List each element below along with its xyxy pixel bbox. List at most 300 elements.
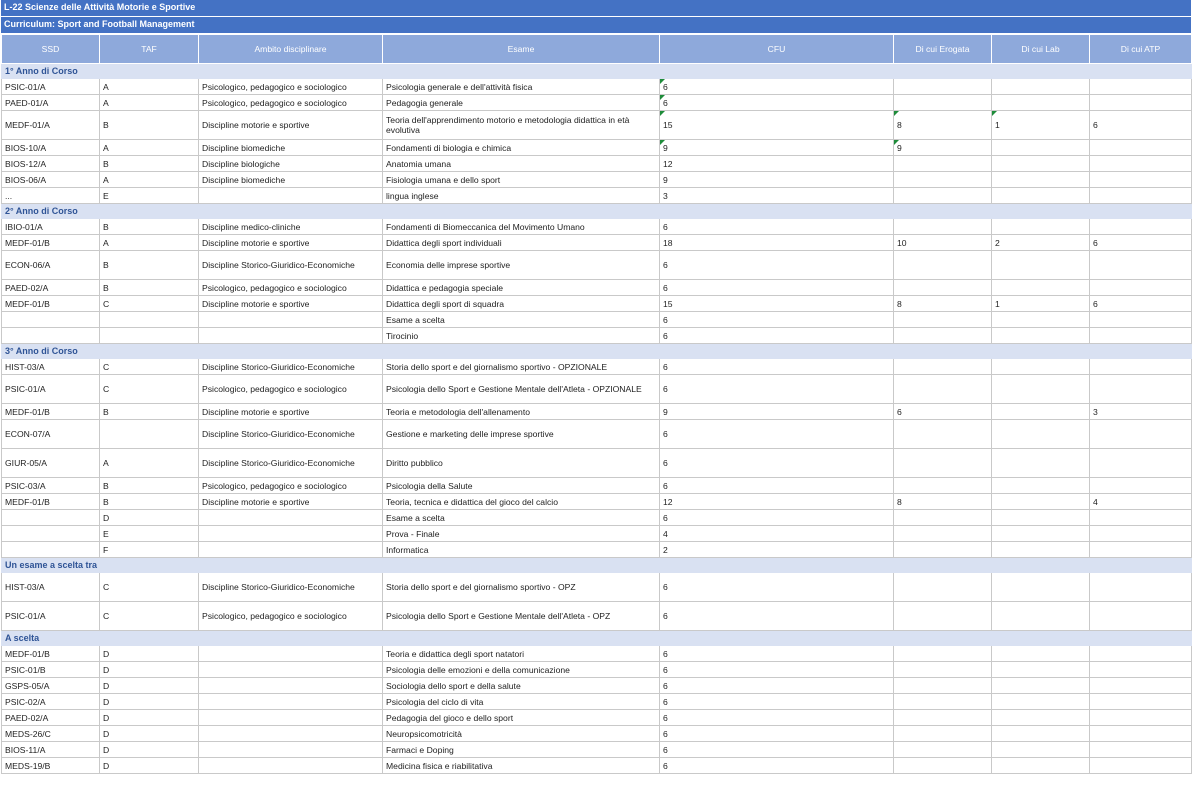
cell-atp[interactable] xyxy=(1090,172,1192,188)
cell-cfu[interactable]: 12 xyxy=(660,156,894,172)
section-label[interactable]: 3° Anno di Corso xyxy=(2,344,1192,359)
cell-cfu[interactable]: 6 xyxy=(660,678,894,694)
cell-lab[interactable] xyxy=(992,280,1090,296)
cell-ambito[interactable] xyxy=(199,710,383,726)
cell-ambito[interactable]: Discipline motorie e sportive xyxy=(199,111,383,140)
cell-erogata[interactable]: 8 xyxy=(894,111,992,140)
cell-ssd[interactable] xyxy=(2,312,100,328)
cell-lab[interactable] xyxy=(992,602,1090,631)
cell-erogata[interactable] xyxy=(894,542,992,558)
cell-taf[interactable]: A xyxy=(100,449,199,478)
table-row xyxy=(2,359,1192,375)
cell-lab[interactable] xyxy=(992,526,1090,542)
cell-ssd[interactable]: PSIC-01/A xyxy=(2,602,100,631)
cell-atp[interactable] xyxy=(1090,678,1192,694)
cell-ssd[interactable]: PAED-02/A xyxy=(2,280,100,296)
cell-erogata[interactable] xyxy=(894,79,992,95)
cell-erogata[interactable] xyxy=(894,758,992,774)
cell-lab[interactable] xyxy=(992,646,1090,662)
cell-ambito[interactable]: Discipline Storico-Giuridico-Economiche xyxy=(199,251,383,280)
cell-esame[interactable]: Didattica degli sport individuali xyxy=(383,235,660,251)
cell-erogata[interactable] xyxy=(894,742,992,758)
cell-lab[interactable] xyxy=(992,188,1090,204)
cell-ssd[interactable]: GIUR-05/A xyxy=(2,449,100,478)
cell-erogata[interactable] xyxy=(894,280,992,296)
cell-esame[interactable]: Gestione e marketing delle imprese sportive xyxy=(383,420,660,449)
cell-ssd[interactable]: PSIC-03/A xyxy=(2,478,100,494)
cell-esame[interactable]: Psicologia della Salute xyxy=(383,478,660,494)
sheet-subtitle[interactable]: Curriculum: Sport and Football Management xyxy=(1,17,1191,34)
cell-erogata[interactable] xyxy=(894,219,992,235)
cell-atp[interactable] xyxy=(1090,662,1192,678)
cell-esame[interactable]: Psicologia dello Sport e Gestione Mentale dell'Atleta - OPZIONALE xyxy=(383,375,660,404)
cell-taf[interactable]: B xyxy=(100,219,199,235)
cell-cfu[interactable]: 9 xyxy=(660,140,894,156)
cell-atp[interactable]: 6 xyxy=(1090,296,1192,312)
curriculum-table xyxy=(1,34,1192,774)
cell-ssd[interactable]: HIST-03/A xyxy=(2,573,100,602)
cell-atp[interactable] xyxy=(1090,79,1192,95)
cell-erogata[interactable] xyxy=(894,678,992,694)
cell-cfu[interactable]: 6 xyxy=(660,312,894,328)
cell-cfu[interactable]: 6 xyxy=(660,694,894,710)
cell-ambito[interactable]: Discipline motorie e sportive xyxy=(199,235,383,251)
cell-esame[interactable]: Psicologia generale e dell'attività fisica xyxy=(383,79,660,95)
header-erogata[interactable]: Di cui Erogata xyxy=(894,35,992,64)
cell-atp[interactable] xyxy=(1090,449,1192,478)
cell-cfu[interactable]: 6 xyxy=(660,742,894,758)
cell-taf[interactable]: E xyxy=(100,526,199,542)
cell-cfu[interactable]: 9 xyxy=(660,172,894,188)
cell-ssd[interactable]: BIOS-11/A xyxy=(2,742,100,758)
cell-cfu[interactable]: 6 xyxy=(660,726,894,742)
cell-erogata[interactable] xyxy=(894,359,992,375)
cell-lab[interactable] xyxy=(992,758,1090,774)
cell-esame[interactable]: Sociologia dello sport e della salute xyxy=(383,678,660,694)
cell-cfu[interactable]: 15 xyxy=(660,111,894,140)
cell-ssd[interactable]: BIOS-12/A xyxy=(2,156,100,172)
cell-ambito[interactable]: Psicologico, pedagogico e sociologico xyxy=(199,478,383,494)
cell-erogata[interactable] xyxy=(894,312,992,328)
cell-cfu[interactable]: 6 xyxy=(660,420,894,449)
cell-esame[interactable]: Prova - Finale xyxy=(383,526,660,542)
header-esame[interactable]: Esame xyxy=(383,35,660,64)
cell-erogata[interactable] xyxy=(894,172,992,188)
cell-erogata[interactable] xyxy=(894,510,992,526)
cell-cfu[interactable]: 15 xyxy=(660,296,894,312)
section-header-row xyxy=(2,558,1192,573)
cell-cfu[interactable]: 6 xyxy=(660,280,894,296)
cell-lab[interactable] xyxy=(992,678,1090,694)
cell-esame[interactable]: Teoria, tecnica e didattica del gioco del calcio xyxy=(383,494,660,510)
cell-ambito[interactable] xyxy=(199,646,383,662)
table-row xyxy=(2,542,1192,558)
cell-esame[interactable]: Medicina fisica e riabilitativa xyxy=(383,758,660,774)
cell-ssd[interactable]: PSIC-01/A xyxy=(2,79,100,95)
cell-ssd[interactable]: GSPS-05/A xyxy=(2,678,100,694)
cell-ssd[interactable] xyxy=(2,510,100,526)
cell-lab[interactable] xyxy=(992,79,1090,95)
cell-cfu[interactable]: 6 xyxy=(660,251,894,280)
cell-cfu[interactable]: 6 xyxy=(660,95,894,111)
cell-taf[interactable]: F xyxy=(100,542,199,558)
cell-taf[interactable]: B xyxy=(100,156,199,172)
cell-erogata[interactable] xyxy=(894,188,992,204)
cell-taf[interactable]: C xyxy=(100,375,199,404)
cell-atp[interactable]: 3 xyxy=(1090,404,1192,420)
cell-atp[interactable] xyxy=(1090,219,1192,235)
cell-lab[interactable] xyxy=(992,140,1090,156)
section-label[interactable]: Un esame a scelta tra xyxy=(2,558,1192,573)
cell-erogata[interactable]: 8 xyxy=(894,296,992,312)
cell-ambito[interactable]: Discipline biomediche xyxy=(199,140,383,156)
cell-lab[interactable] xyxy=(992,219,1090,235)
cell-cfu[interactable]: 6 xyxy=(660,602,894,631)
cell-taf[interactable]: D xyxy=(100,510,199,526)
cell-lab[interactable] xyxy=(992,420,1090,449)
cell-cfu[interactable]: 6 xyxy=(660,79,894,95)
cell-lab[interactable] xyxy=(992,359,1090,375)
cell-lab[interactable] xyxy=(992,251,1090,280)
cell-ssd[interactable]: PAED-01/A xyxy=(2,95,100,111)
cell-erogata[interactable] xyxy=(894,694,992,710)
cell-esame[interactable]: Esame a scelta xyxy=(383,312,660,328)
cell-esame[interactable]: Diritto pubblico xyxy=(383,449,660,478)
cell-lab[interactable] xyxy=(992,510,1090,526)
cell-taf[interactable]: C xyxy=(100,602,199,631)
cell-esame[interactable]: Pedagogia generale xyxy=(383,95,660,111)
cell-ambito[interactable] xyxy=(199,328,383,344)
cell-lab[interactable] xyxy=(992,726,1090,742)
header-ssd[interactable]: SSD xyxy=(2,35,100,64)
cell-lab[interactable] xyxy=(992,172,1090,188)
cell-ssd[interactable]: MEDS-19/B xyxy=(2,758,100,774)
cell-erogata[interactable] xyxy=(894,646,992,662)
cell-erogata[interactable] xyxy=(894,602,992,631)
cell-lab[interactable] xyxy=(992,742,1090,758)
cell-esame[interactable]: Fondamenti di Biomeccanica del Movimento Umano xyxy=(383,219,660,235)
header-cfu[interactable]: CFU xyxy=(660,35,894,64)
cell-ambito[interactable] xyxy=(199,726,383,742)
cell-taf[interactable]: A xyxy=(100,235,199,251)
cell-atp[interactable] xyxy=(1090,694,1192,710)
cell-ambito[interactable]: Discipline biomediche xyxy=(199,172,383,188)
cell-ambito[interactable]: Discipline Storico-Giuridico-Economiche xyxy=(199,573,383,602)
cell-ambito[interactable]: Discipline motorie e sportive xyxy=(199,296,383,312)
cell-cfu[interactable]: 3 xyxy=(660,188,894,204)
cell-cfu[interactable]: 6 xyxy=(660,710,894,726)
header-lab[interactable]: Di cui Lab xyxy=(992,35,1090,64)
cell-esame[interactable]: Teoria dell'apprendimento motorio e metodologia didattica in età evolutiva xyxy=(383,111,660,140)
cell-cfu[interactable]: 6 xyxy=(660,359,894,375)
cell-taf[interactable]: D xyxy=(100,678,199,694)
cell-atp[interactable] xyxy=(1090,758,1192,774)
cell-lab[interactable]: 1 xyxy=(992,296,1090,312)
cell-esame[interactable]: Farmaci e Doping xyxy=(383,742,660,758)
cell-esame[interactable]: Teoria e metodologia dell'allenamento xyxy=(383,404,660,420)
cell-erogata[interactable] xyxy=(894,710,992,726)
cell-atp[interactable] xyxy=(1090,742,1192,758)
table-row xyxy=(2,404,1192,420)
cell-atp[interactable] xyxy=(1090,646,1192,662)
cell-atp[interactable] xyxy=(1090,188,1192,204)
cell-ssd[interactable] xyxy=(2,328,100,344)
cell-atp[interactable] xyxy=(1090,710,1192,726)
cell-erogata[interactable] xyxy=(894,478,992,494)
cell-erogata[interactable] xyxy=(894,156,992,172)
cell-esame[interactable]: Tirocinio xyxy=(383,328,660,344)
cell-taf[interactable]: D xyxy=(100,726,199,742)
cell-cfu[interactable]: 6 xyxy=(660,375,894,404)
cell-cfu[interactable]: 6 xyxy=(660,662,894,678)
cell-atp[interactable]: 6 xyxy=(1090,111,1192,140)
cell-cfu[interactable]: 6 xyxy=(660,758,894,774)
cell-erogata[interactable] xyxy=(894,95,992,111)
cell-atp[interactable] xyxy=(1090,251,1192,280)
cell-taf[interactable]: B xyxy=(100,494,199,510)
cell-cfu[interactable]: 6 xyxy=(660,478,894,494)
cell-ambito[interactable] xyxy=(199,510,383,526)
cell-ssd[interactable]: PAED-02/A xyxy=(2,710,100,726)
cell-lab[interactable] xyxy=(992,694,1090,710)
cell-atp[interactable] xyxy=(1090,478,1192,494)
cell-erogata[interactable] xyxy=(894,420,992,449)
cell-atp[interactable]: 4 xyxy=(1090,494,1192,510)
cell-ssd[interactable]: MEDF-01/A xyxy=(2,111,100,140)
cell-atp[interactable] xyxy=(1090,375,1192,404)
cell-ambito[interactable]: Discipline motorie e sportive xyxy=(199,404,383,420)
cell-esame[interactable]: Fondamenti di biologia e chimica xyxy=(383,140,660,156)
cell-atp[interactable] xyxy=(1090,602,1192,631)
cell-ambito[interactable]: Discipline Storico-Giuridico-Economiche xyxy=(199,420,383,449)
cell-atp[interactable] xyxy=(1090,95,1192,111)
cell-erogata[interactable]: 9 xyxy=(894,140,992,156)
cell-cfu[interactable]: 2 xyxy=(660,542,894,558)
cell-lab[interactable] xyxy=(992,710,1090,726)
cell-erogata[interactable]: 8 xyxy=(894,494,992,510)
cell-ssd[interactable]: PSIC-02/A xyxy=(2,694,100,710)
cell-erogata[interactable] xyxy=(894,251,992,280)
cell-erogata[interactable] xyxy=(894,449,992,478)
cell-ssd[interactable]: IBIO-01/A xyxy=(2,219,100,235)
cell-ambito[interactable] xyxy=(199,742,383,758)
cell-ssd[interactable]: MEDS-26/C xyxy=(2,726,100,742)
cell-esame[interactable]: Pedagogia del gioco e dello sport xyxy=(383,710,660,726)
cell-cfu[interactable]: 6 xyxy=(660,449,894,478)
cell-taf[interactable]: E xyxy=(100,188,199,204)
table-row xyxy=(2,140,1192,156)
cell-taf[interactable]: B xyxy=(100,280,199,296)
cell-ssd[interactable] xyxy=(2,526,100,542)
cell-ambito[interactable]: Psicologico, pedagogico e sociologico xyxy=(199,79,383,95)
cell-ssd[interactable]: BIOS-06/A xyxy=(2,172,100,188)
cell-ssd[interactable]: PSIC-01/A xyxy=(2,375,100,404)
cell-esame[interactable]: Storia dello sport e del giornalismo sportivo - OPZIONALE xyxy=(383,359,660,375)
cell-taf[interactable]: D xyxy=(100,646,199,662)
cell-ssd[interactable]: HIST-03/A xyxy=(2,359,100,375)
cell-ambito[interactable]: Discipline biologiche xyxy=(199,156,383,172)
cell-taf[interactable]: B xyxy=(100,404,199,420)
cell-lab[interactable] xyxy=(992,542,1090,558)
cell-taf[interactable]: C xyxy=(100,296,199,312)
cell-cfu[interactable]: 4 xyxy=(660,526,894,542)
cell-esame[interactable]: Anatomia umana xyxy=(383,156,660,172)
cell-cfu[interactable]: 6 xyxy=(660,328,894,344)
cell-taf[interactable]: B xyxy=(100,251,199,280)
cell-esame[interactable]: Didattica e pedagogia speciale xyxy=(383,280,660,296)
table-row xyxy=(2,188,1192,204)
cell-ssd[interactable]: MEDF-01/B xyxy=(2,404,100,420)
cell-esame[interactable]: Psicologia del ciclo di vita xyxy=(383,694,660,710)
cell-atp[interactable] xyxy=(1090,140,1192,156)
table-row xyxy=(2,280,1192,296)
cell-atp[interactable] xyxy=(1090,726,1192,742)
table-row xyxy=(2,678,1192,694)
cell-ssd[interactable]: ECON-06/A xyxy=(2,251,100,280)
cell-erogata[interactable] xyxy=(894,573,992,602)
cell-ambito[interactable]: Psicologico, pedagogico e sociologico xyxy=(199,95,383,111)
cell-erogata[interactable]: 10 xyxy=(894,235,992,251)
cell-ssd[interactable]: MEDF-01/B xyxy=(2,494,100,510)
cell-lab[interactable] xyxy=(992,312,1090,328)
table-row xyxy=(2,510,1192,526)
table-row xyxy=(2,573,1192,602)
cell-taf[interactable]: D xyxy=(100,742,199,758)
cell-esame[interactable]: Neuropsicomotricità xyxy=(383,726,660,742)
cell-esame[interactable]: Fisiologia umana e dello sport xyxy=(383,172,660,188)
cell-ssd[interactable]: ... xyxy=(2,188,100,204)
cell-lab[interactable] xyxy=(992,662,1090,678)
header-ambito[interactable]: Ambito disciplinare xyxy=(199,35,383,64)
cell-ambito[interactable] xyxy=(199,678,383,694)
cell-cfu[interactable]: 9 xyxy=(660,404,894,420)
cell-lab[interactable] xyxy=(992,156,1090,172)
cell-ambito[interactable]: Discipline Storico-Giuridico-Economiche xyxy=(199,449,383,478)
cell-esame[interactable]: lingua inglese xyxy=(383,188,660,204)
cell-ssd[interactable]: MEDF-01/B xyxy=(2,296,100,312)
sheet-title[interactable]: L-22 Scienze delle Attività Motorie e Sportive xyxy=(1,0,1191,17)
cell-taf[interactable] xyxy=(100,328,199,344)
cell-ssd[interactable] xyxy=(2,542,100,558)
cell-taf[interactable]: A xyxy=(100,79,199,95)
cell-lab[interactable] xyxy=(992,494,1090,510)
cell-cfu[interactable]: 18 xyxy=(660,235,894,251)
cell-cfu[interactable]: 6 xyxy=(660,646,894,662)
cell-ambito[interactable]: Psicologico, pedagogico e sociologico xyxy=(199,602,383,631)
cell-ambito[interactable] xyxy=(199,312,383,328)
cell-taf[interactable]: A xyxy=(100,172,199,188)
cell-ambito[interactable] xyxy=(199,526,383,542)
cell-ambito[interactable]: Psicologico, pedagogico e sociologico xyxy=(199,280,383,296)
cell-erogata[interactable] xyxy=(894,726,992,742)
cell-lab[interactable]: 2 xyxy=(992,235,1090,251)
cell-taf[interactable]: B xyxy=(100,111,199,140)
cell-atp[interactable] xyxy=(1090,156,1192,172)
cell-taf[interactable] xyxy=(100,312,199,328)
cell-erogata[interactable] xyxy=(894,662,992,678)
table-row xyxy=(2,742,1192,758)
cell-taf[interactable]: B xyxy=(100,478,199,494)
cell-atp[interactable] xyxy=(1090,280,1192,296)
header-taf[interactable]: TAF xyxy=(100,35,199,64)
cell-atp[interactable]: 6 xyxy=(1090,235,1192,251)
cell-ssd[interactable]: ECON-07/A xyxy=(2,420,100,449)
cell-taf[interactable]: A xyxy=(100,95,199,111)
cell-cfu[interactable]: 6 xyxy=(660,573,894,602)
cell-ambito[interactable] xyxy=(199,694,383,710)
cell-esame[interactable]: Psicologia dello Sport e Gestione Mentale dell'Atleta - OPZ xyxy=(383,602,660,631)
cell-erogata[interactable] xyxy=(894,526,992,542)
cell-lab[interactable] xyxy=(992,375,1090,404)
cell-erogata[interactable] xyxy=(894,328,992,344)
table-row xyxy=(2,111,1192,140)
cell-ambito[interactable] xyxy=(199,758,383,774)
cell-ssd[interactable]: MEDF-01/B xyxy=(2,646,100,662)
cell-atp[interactable] xyxy=(1090,328,1192,344)
cell-lab[interactable] xyxy=(992,573,1090,602)
cell-ssd[interactable]: MEDF-01/B xyxy=(2,235,100,251)
cell-atp[interactable] xyxy=(1090,573,1192,602)
cell-esame[interactable]: Storia dello sport e del giornalismo sportivo - OPZ xyxy=(383,573,660,602)
section-label[interactable]: 1° Anno di Corso xyxy=(2,64,1192,79)
cell-esame[interactable]: Didattica degli sport di squadra xyxy=(383,296,660,312)
cell-ambito[interactable] xyxy=(199,542,383,558)
cell-lab[interactable] xyxy=(992,328,1090,344)
cell-ssd[interactable]: BIOS-10/A xyxy=(2,140,100,156)
section-label[interactable]: 2° Anno di Corso xyxy=(2,204,1192,219)
cell-taf[interactable]: D xyxy=(100,710,199,726)
cell-atp[interactable] xyxy=(1090,510,1192,526)
cell-esame[interactable]: Esame a scelta xyxy=(383,510,660,526)
cell-taf[interactable]: A xyxy=(100,140,199,156)
cell-lab[interactable]: 1 xyxy=(992,111,1090,140)
cell-esame[interactable]: Psicologia delle emozioni e della comunicazione xyxy=(383,662,660,678)
cell-cfu[interactable]: 6 xyxy=(660,510,894,526)
cell-esame[interactable]: Teoria e didattica degli sport natatori xyxy=(383,646,660,662)
section-label[interactable]: A scelta xyxy=(2,631,1192,646)
cell-ambito[interactable]: Discipline Storico-Giuridico-Economiche xyxy=(199,359,383,375)
cell-atp[interactable] xyxy=(1090,542,1192,558)
cell-taf[interactable]: D xyxy=(100,662,199,678)
cell-lab[interactable] xyxy=(992,478,1090,494)
cell-ssd[interactable]: PSIC-01/B xyxy=(2,662,100,678)
cell-ambito[interactable]: Psicologico, pedagogico e sociologico xyxy=(199,375,383,404)
cell-atp[interactable] xyxy=(1090,312,1192,328)
cell-taf[interactable]: D xyxy=(100,758,199,774)
cell-erogata[interactable]: 6 xyxy=(894,404,992,420)
header-atp[interactable]: Di cui ATP xyxy=(1090,35,1192,64)
cell-lab[interactable] xyxy=(992,404,1090,420)
cell-ambito[interactable]: Discipline motorie e sportive xyxy=(199,494,383,510)
cell-ambito[interactable] xyxy=(199,662,383,678)
cell-lab[interactable] xyxy=(992,95,1090,111)
cell-esame[interactable]: Economia delle imprese sportive xyxy=(383,251,660,280)
cell-cfu[interactable]: 6 xyxy=(660,219,894,235)
cell-atp[interactable] xyxy=(1090,526,1192,542)
cell-taf[interactable]: D xyxy=(100,694,199,710)
cell-cfu[interactable]: 12 xyxy=(660,494,894,510)
cell-ambito[interactable]: Discipline medico-cliniche xyxy=(199,219,383,235)
cell-taf[interactable] xyxy=(100,420,199,449)
cell-taf[interactable]: C xyxy=(100,573,199,602)
cell-ambito[interactable] xyxy=(199,188,383,204)
cell-erogata[interactable] xyxy=(894,375,992,404)
cell-atp[interactable] xyxy=(1090,359,1192,375)
cell-lab[interactable] xyxy=(992,449,1090,478)
cell-taf[interactable]: C xyxy=(100,359,199,375)
cell-atp[interactable] xyxy=(1090,420,1192,449)
cell-esame[interactable]: Informatica xyxy=(383,542,660,558)
